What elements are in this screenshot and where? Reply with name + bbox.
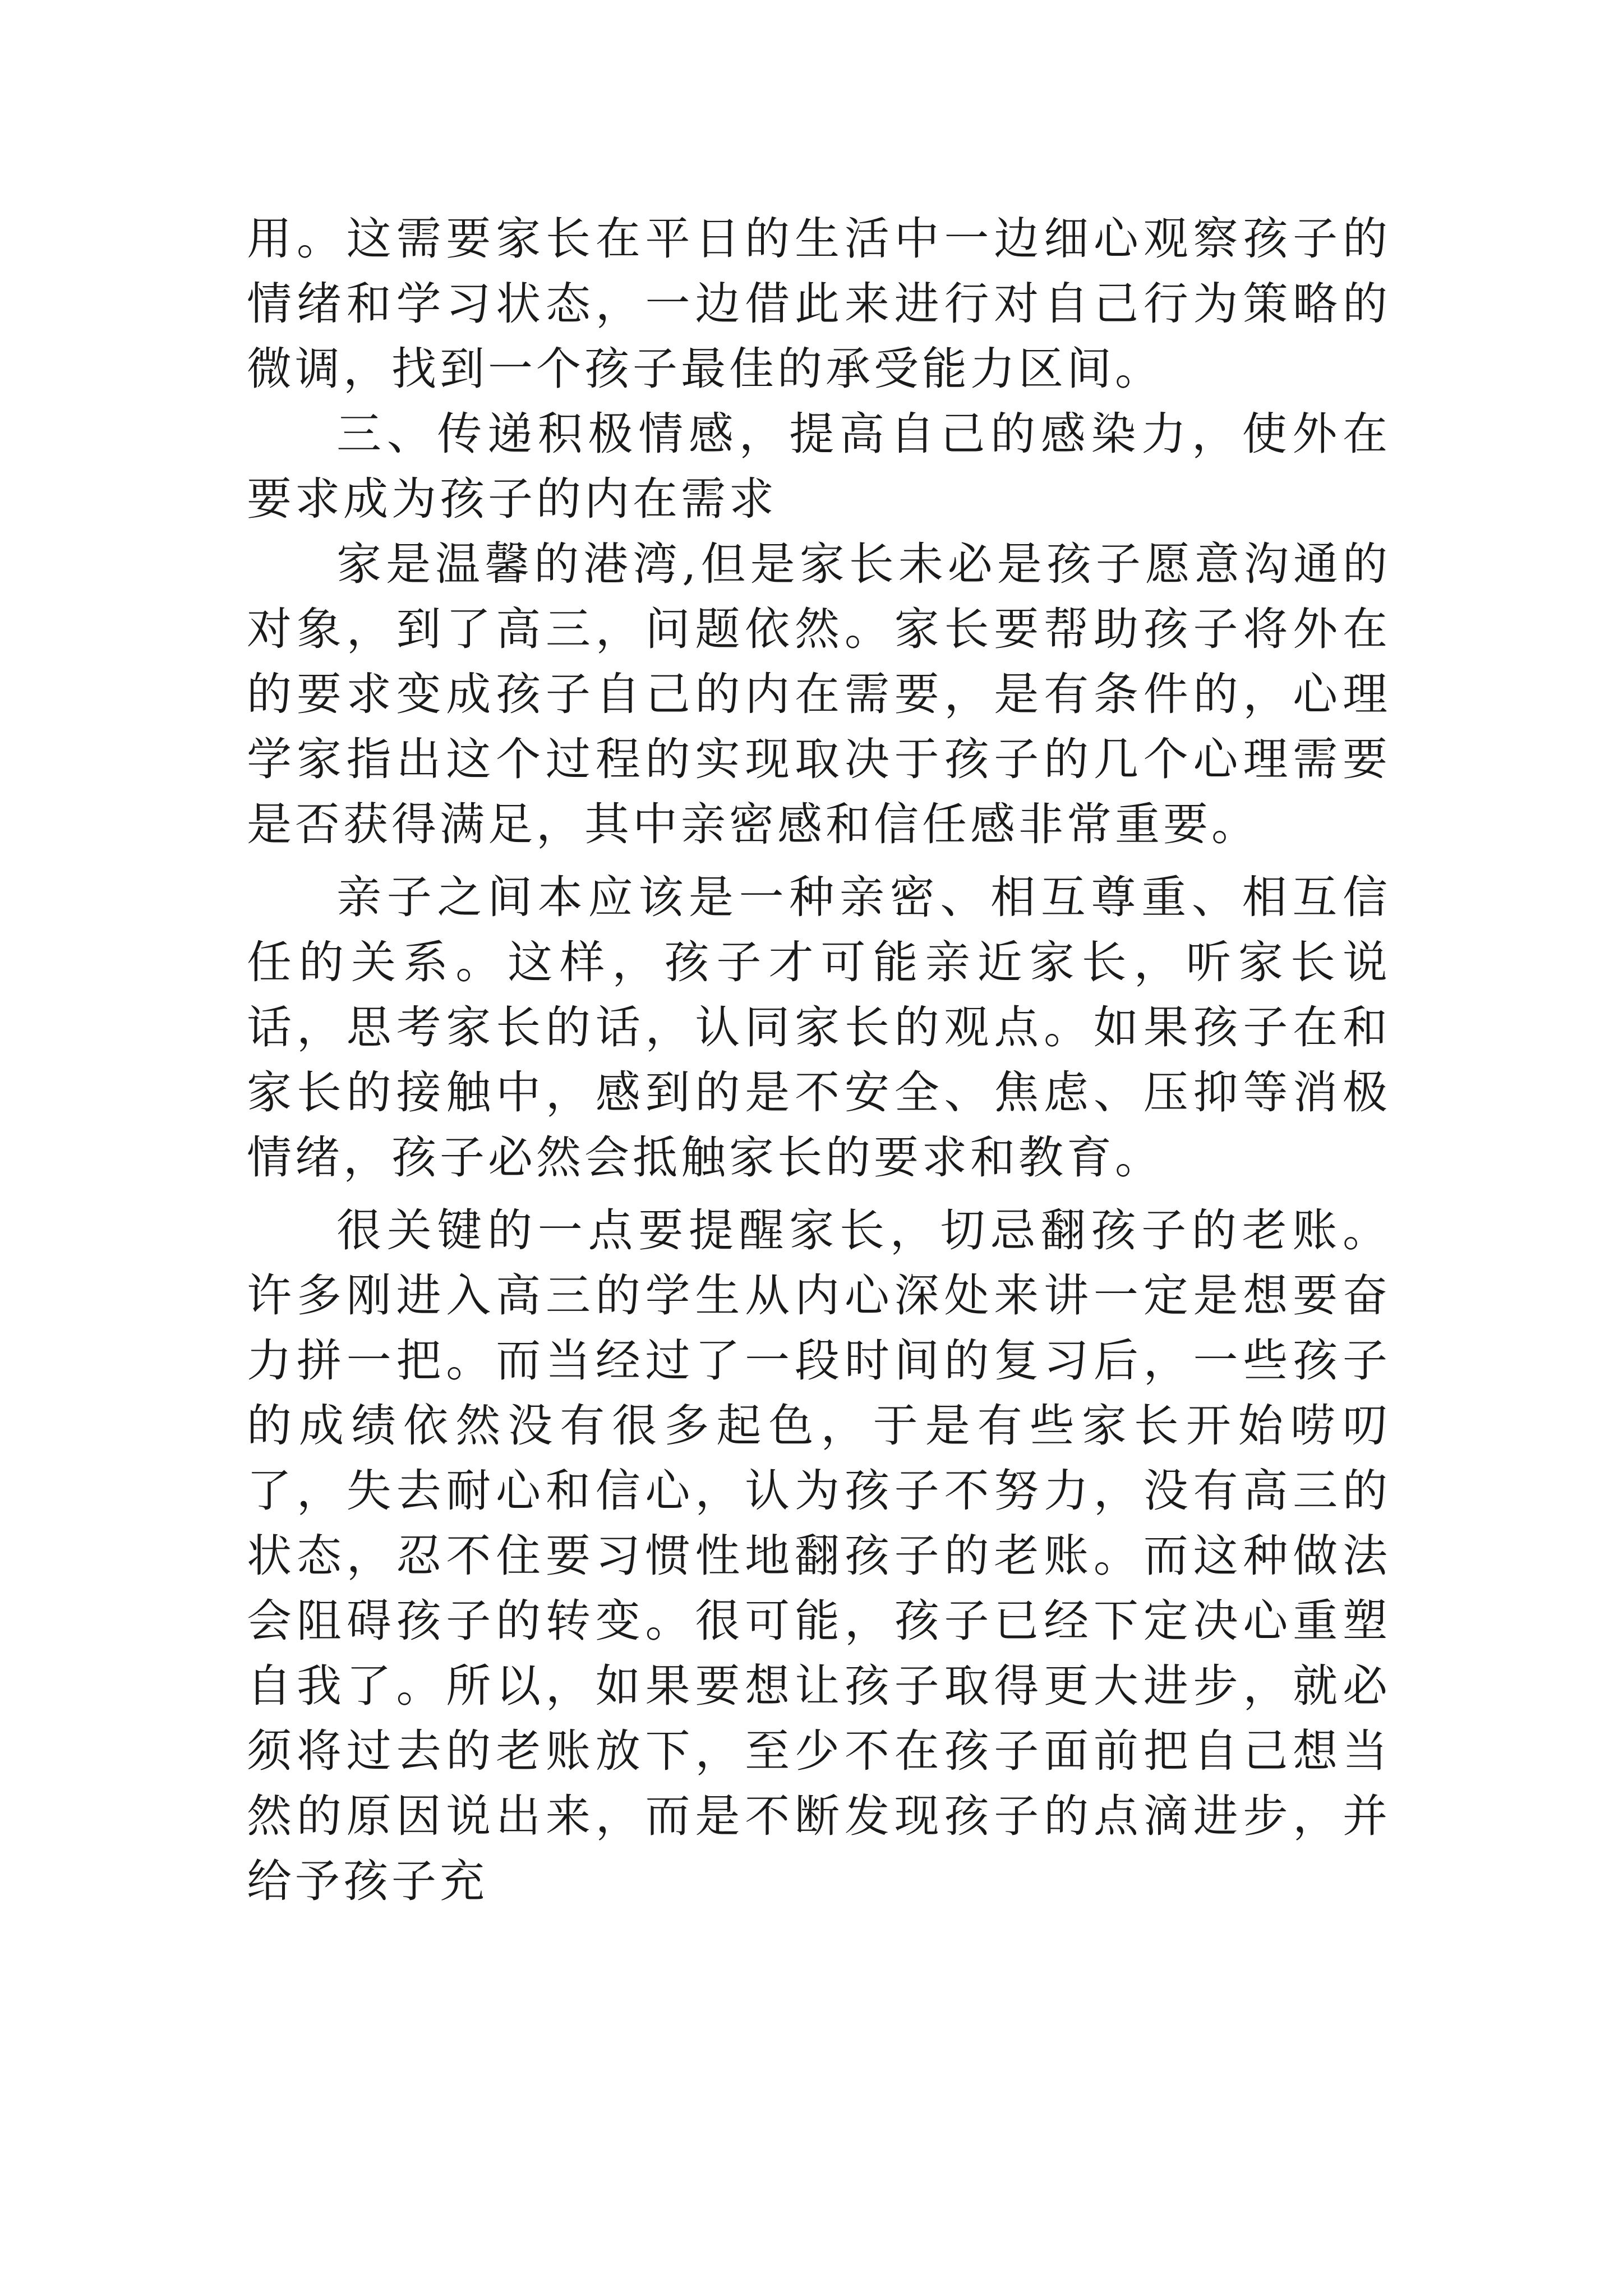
paragraph: 很关键的一点要提醒家长，切忌翻孩子的老账。许多刚进入高三的学生从内心深处来讲一定是想要奋力拼一把。而当经过了一段时间的复习后，一些孩子的成绩依然没有很多起色，于是有些家长开始唠叨了，失去耐心和信心，认为孩子不努力，没有高三的状态，忍不住要习惯性地翻孩子的老账。而这种做法会阻碍孩子的转变。很可能，孩子已经下定决心重塑自我了。所以，如果要想让孩子取得更大进步，就必须将过去的老账放下，至少不在孩子面前把自己想当然的原因说出来，而是不断发现孩子的点滴进步，并给予孩子充 xyxy=(247,1204,1391,1907)
paragraph: 家是温馨的港湾,但是家长未必是孩子愿意沟通的对象，到了高三，问题依然。家长要帮助孩子将外在的要求变成孩子自己的内在需要，是有条件的，心理学家指出这个过程的实现取决于孩子的几个心理需要是否获得满足，其中亲密感和信任感非常重要。 xyxy=(247,538,1391,850)
section-heading: 三、传递积极情感，提高自己的感染力，使外在要求成为孩子的内在需求 xyxy=(247,408,1391,525)
document-body xyxy=(247,206,1391,1914)
paragraph: 亲子之间本应该是一种亲密、相互尊重、相互信任的关系。这样，孩子才可能亲近家长，听家长说话，思考家长的话，认同家长的观点。如果孩子在和家长的接触中，感到的是不安全、焦虑、压抑等消极情绪，孩子必然会抵触家长的要求和教育。 xyxy=(247,871,1391,1184)
paragraph-continuation: 用。这需要家长在平日的生活中一边细心观察孩子的情绪和学习状态，一边借此来进行对自己行为策略的微调，找到一个孩子最佳的承受能力区间。 xyxy=(247,213,1391,395)
